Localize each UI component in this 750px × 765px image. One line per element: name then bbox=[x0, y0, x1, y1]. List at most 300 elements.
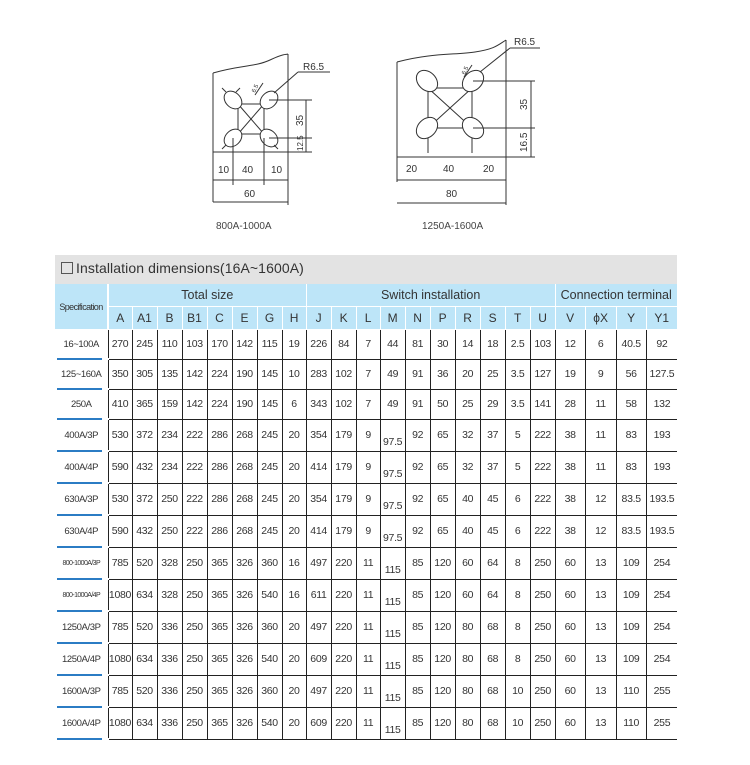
value-cell: 68 bbox=[480, 707, 505, 739]
value-cell: 29 bbox=[480, 389, 505, 419]
value-cell: 80 bbox=[455, 707, 480, 739]
column-header: L bbox=[356, 307, 380, 330]
value-cell: 250 bbox=[182, 707, 207, 739]
value-cell: 268 bbox=[232, 483, 257, 515]
value-cell: 410 bbox=[108, 389, 132, 419]
value-cell: 60 bbox=[555, 643, 585, 675]
value-cell: 354 bbox=[306, 419, 331, 451]
value-cell: 20 bbox=[282, 515, 306, 547]
column-header-row bbox=[55, 307, 677, 330]
value-cell: 80 bbox=[455, 611, 480, 643]
column-header: K bbox=[331, 307, 356, 330]
value-cell: 132 bbox=[646, 389, 677, 419]
value-cell: 64 bbox=[480, 547, 505, 579]
value-cell: 365 bbox=[207, 675, 232, 707]
value-cell: 336 bbox=[157, 643, 182, 675]
dim-vertical-1: 35 bbox=[295, 114, 306, 126]
value-cell: 37 bbox=[480, 451, 505, 483]
value-cell: 14 bbox=[455, 330, 480, 360]
value-cell: 127 bbox=[530, 359, 555, 389]
value-cell: 360 bbox=[257, 611, 282, 643]
value-cell: 120 bbox=[430, 675, 455, 707]
value-cell: 255 bbox=[646, 675, 677, 707]
value-cell: 92 bbox=[405, 451, 430, 483]
value-cell: 9 bbox=[356, 451, 380, 483]
value-cell: 245 bbox=[257, 451, 282, 483]
value-cell: 224 bbox=[207, 359, 232, 389]
value-cell: 250 bbox=[530, 547, 555, 579]
value-cell: 120 bbox=[430, 643, 455, 675]
value-cell: 85 bbox=[405, 643, 430, 675]
value-cell: 6 bbox=[282, 389, 306, 419]
value-cell: 30 bbox=[430, 330, 455, 360]
value-cell: 103 bbox=[182, 330, 207, 360]
value-cell: 92 bbox=[646, 330, 677, 360]
column-header: U bbox=[530, 307, 555, 330]
value-cell: 110 bbox=[157, 330, 182, 360]
value-cell: 20 bbox=[282, 707, 306, 739]
value-cell: 286 bbox=[207, 483, 232, 515]
value-cell: 372 bbox=[132, 483, 157, 515]
table-row bbox=[55, 547, 677, 579]
table-row bbox=[55, 419, 677, 451]
value-cell: 110 bbox=[616, 675, 646, 707]
table-row bbox=[55, 611, 677, 643]
value-cell: 540 bbox=[257, 707, 282, 739]
value-cell: 365 bbox=[207, 579, 232, 611]
value-cell: 28 bbox=[555, 389, 585, 419]
drawing-caption-800a-1000a: 800A-1000A bbox=[216, 221, 272, 232]
value-cell: 120 bbox=[430, 547, 455, 579]
value-cell: 64 bbox=[480, 579, 505, 611]
column-header: R bbox=[455, 307, 480, 330]
value-cell: 222 bbox=[182, 451, 207, 483]
spec-cell: 630A/3P bbox=[55, 483, 108, 515]
value-cell: 3.5 bbox=[505, 389, 530, 419]
value-cell: 13 bbox=[585, 579, 616, 611]
value-cell: 414 bbox=[306, 515, 331, 547]
value-cell: 49 bbox=[380, 389, 405, 419]
value-cell: 286 bbox=[207, 515, 232, 547]
value-cell: 16 bbox=[282, 547, 306, 579]
column-header: B bbox=[157, 307, 182, 330]
value-cell: 11 bbox=[585, 389, 616, 419]
dim-vertical-2: 12.5 bbox=[296, 135, 305, 151]
value-cell: 110 bbox=[616, 707, 646, 739]
value-cell: 9 bbox=[356, 515, 380, 547]
value-cell: 115 bbox=[380, 643, 405, 675]
value-cell: 365 bbox=[207, 547, 232, 579]
value-cell: 254 bbox=[646, 611, 677, 643]
value-cell: 109 bbox=[616, 643, 646, 675]
value-cell: 245 bbox=[257, 515, 282, 547]
table-row bbox=[55, 330, 677, 360]
value-cell: 540 bbox=[257, 643, 282, 675]
value-cell: 120 bbox=[430, 579, 455, 611]
value-cell: 350 bbox=[108, 359, 132, 389]
value-cell: 254 bbox=[646, 547, 677, 579]
value-cell: 222 bbox=[182, 419, 207, 451]
value-cell: 8 bbox=[505, 579, 530, 611]
value-cell: 222 bbox=[530, 515, 555, 547]
value-cell: 68 bbox=[480, 675, 505, 707]
value-cell: 60 bbox=[455, 547, 480, 579]
value-cell: 179 bbox=[331, 451, 356, 483]
value-cell: 432 bbox=[132, 515, 157, 547]
value-cell: 170 bbox=[207, 330, 232, 360]
column-header: Y bbox=[616, 307, 646, 330]
value-cell: 13 bbox=[585, 547, 616, 579]
column-header: J bbox=[306, 307, 331, 330]
value-cell: 60 bbox=[555, 611, 585, 643]
value-cell: 9 bbox=[356, 419, 380, 451]
value-cell: 590 bbox=[108, 451, 132, 483]
value-cell: 142 bbox=[182, 359, 207, 389]
table-row bbox=[55, 643, 677, 675]
value-cell: 360 bbox=[257, 547, 282, 579]
value-cell: 179 bbox=[331, 483, 356, 515]
value-cell: 268 bbox=[232, 419, 257, 451]
value-cell: 365 bbox=[132, 389, 157, 419]
value-cell: 40 bbox=[455, 483, 480, 515]
value-cell: 68 bbox=[480, 643, 505, 675]
table-row bbox=[55, 707, 677, 739]
value-cell: 38 bbox=[555, 515, 585, 547]
checkbox-square-icon bbox=[61, 262, 73, 274]
value-cell: 142 bbox=[232, 330, 257, 360]
value-cell: 83 bbox=[616, 451, 646, 483]
value-cell: 222 bbox=[182, 515, 207, 547]
value-cell: 102 bbox=[331, 389, 356, 419]
value-cell: 2.5 bbox=[505, 330, 530, 360]
value-cell: 36 bbox=[430, 359, 455, 389]
value-cell: 32 bbox=[455, 451, 480, 483]
value-cell: 234 bbox=[157, 419, 182, 451]
value-cell: 372 bbox=[132, 419, 157, 451]
value-cell: 250 bbox=[530, 643, 555, 675]
value-cell: 92 bbox=[405, 515, 430, 547]
value-cell: 37 bbox=[480, 419, 505, 451]
value-cell: 254 bbox=[646, 643, 677, 675]
value-cell: 286 bbox=[207, 451, 232, 483]
spec-header: Specification bbox=[55, 284, 108, 330]
value-cell: 326 bbox=[232, 675, 257, 707]
value-cell: 45 bbox=[480, 483, 505, 515]
value-cell: 13 bbox=[585, 643, 616, 675]
value-cell: 250 bbox=[182, 675, 207, 707]
value-cell: 68 bbox=[480, 611, 505, 643]
value-cell: 60 bbox=[555, 675, 585, 707]
value-cell: 145 bbox=[257, 389, 282, 419]
value-cell: 145 bbox=[257, 359, 282, 389]
table-row bbox=[55, 483, 677, 515]
value-cell: 38 bbox=[555, 451, 585, 483]
value-cell: 18 bbox=[480, 330, 505, 360]
dim-center: 40 bbox=[242, 165, 254, 176]
drawing-800a-1000a bbox=[200, 30, 340, 210]
value-cell: 40 bbox=[455, 515, 480, 547]
column-header: H bbox=[282, 307, 306, 330]
column-header: V bbox=[555, 307, 585, 330]
value-cell: 432 bbox=[132, 451, 157, 483]
column-header: ϕX bbox=[585, 307, 616, 330]
value-cell: 250 bbox=[182, 579, 207, 611]
value-cell: 250 bbox=[530, 675, 555, 707]
value-cell: 179 bbox=[331, 419, 356, 451]
column-header: S bbox=[480, 307, 505, 330]
value-cell: 9 bbox=[585, 359, 616, 389]
value-cell: 226 bbox=[306, 330, 331, 360]
value-cell: 6 bbox=[585, 330, 616, 360]
value-cell: 360 bbox=[257, 675, 282, 707]
value-cell: 115 bbox=[380, 707, 405, 739]
value-cell: 56 bbox=[616, 359, 646, 389]
value-cell: 135 bbox=[157, 359, 182, 389]
table-row bbox=[55, 515, 677, 547]
value-cell: 103 bbox=[530, 330, 555, 360]
value-cell: 16 bbox=[282, 579, 306, 611]
value-cell: 1080 bbox=[108, 707, 132, 739]
value-cell: 785 bbox=[108, 675, 132, 707]
dim-right: 10 bbox=[271, 165, 283, 176]
value-cell: 81 bbox=[405, 330, 430, 360]
value-cell: 49 bbox=[380, 359, 405, 389]
value-cell: 520 bbox=[132, 675, 157, 707]
value-cell: 85 bbox=[405, 579, 430, 611]
value-cell: 193.5 bbox=[646, 515, 677, 547]
drawing-caption-1250a-1600a: 1250A-1600A bbox=[422, 221, 484, 232]
value-cell: 10 bbox=[505, 707, 530, 739]
value-cell: 8 bbox=[505, 643, 530, 675]
value-cell: 65 bbox=[430, 451, 455, 483]
value-cell: 5 bbox=[505, 419, 530, 451]
value-cell: 270 bbox=[108, 330, 132, 360]
column-header: P bbox=[430, 307, 455, 330]
value-cell: 6 bbox=[505, 515, 530, 547]
value-cell: 91 bbox=[405, 359, 430, 389]
table-row bbox=[55, 389, 677, 419]
value-cell: 220 bbox=[331, 547, 356, 579]
value-cell: 520 bbox=[132, 547, 157, 579]
value-cell: 328 bbox=[157, 579, 182, 611]
slot-width: 6.5 bbox=[251, 83, 261, 94]
value-cell: 60 bbox=[555, 547, 585, 579]
value-cell: 1080 bbox=[108, 579, 132, 611]
value-cell: 84 bbox=[331, 330, 356, 360]
value-cell: 268 bbox=[232, 515, 257, 547]
dim-total: 60 bbox=[244, 189, 256, 200]
value-cell: 20 bbox=[282, 451, 306, 483]
value-cell: 250 bbox=[157, 483, 182, 515]
value-cell: 85 bbox=[405, 675, 430, 707]
value-cell: 234 bbox=[157, 451, 182, 483]
value-cell: 365 bbox=[207, 611, 232, 643]
value-cell: 20 bbox=[282, 483, 306, 515]
spec-cell: 250A bbox=[55, 389, 108, 419]
value-cell: 250 bbox=[157, 515, 182, 547]
value-cell: 159 bbox=[157, 389, 182, 419]
value-cell: 141 bbox=[530, 389, 555, 419]
value-cell: 245 bbox=[257, 483, 282, 515]
value-cell: 497 bbox=[306, 611, 331, 643]
value-cell: 326 bbox=[232, 707, 257, 739]
value-cell: 32 bbox=[455, 419, 480, 451]
value-cell: 60 bbox=[555, 707, 585, 739]
value-cell: 224 bbox=[207, 389, 232, 419]
value-cell: 80 bbox=[455, 643, 480, 675]
terminal-hole-pattern-diagram bbox=[200, 30, 340, 210]
value-cell: 11 bbox=[356, 547, 380, 579]
spec-cell: 1600A/3P bbox=[55, 675, 108, 707]
value-cell: 190 bbox=[232, 389, 257, 419]
column-header: C bbox=[207, 307, 232, 330]
dim-left: 20 bbox=[406, 164, 418, 175]
value-cell: 222 bbox=[530, 451, 555, 483]
value-cell: 254 bbox=[646, 579, 677, 611]
value-cell: 92 bbox=[405, 419, 430, 451]
value-cell: 44 bbox=[380, 330, 405, 360]
value-cell: 13 bbox=[585, 707, 616, 739]
value-cell: 634 bbox=[132, 643, 157, 675]
value-cell: 634 bbox=[132, 707, 157, 739]
value-cell: 255 bbox=[646, 707, 677, 739]
value-cell: 109 bbox=[616, 579, 646, 611]
value-cell: 83.5 bbox=[616, 483, 646, 515]
value-cell: 1080 bbox=[108, 643, 132, 675]
value-cell: 20 bbox=[282, 611, 306, 643]
value-cell: 20 bbox=[282, 675, 306, 707]
value-cell: 220 bbox=[331, 579, 356, 611]
column-header: G bbox=[257, 307, 282, 330]
value-cell: 38 bbox=[555, 419, 585, 451]
dim-vertical-2: 16.5 bbox=[519, 132, 530, 152]
value-cell: 283 bbox=[306, 359, 331, 389]
value-cell: 190 bbox=[232, 359, 257, 389]
value-cell: 11 bbox=[356, 707, 380, 739]
value-cell: 7 bbox=[356, 330, 380, 360]
value-cell: 10 bbox=[505, 675, 530, 707]
radius-label: R6.5 bbox=[303, 62, 325, 73]
value-cell: 222 bbox=[182, 483, 207, 515]
value-cell: 102 bbox=[331, 359, 356, 389]
value-cell: 13 bbox=[585, 611, 616, 643]
group-header-total-size: Total size bbox=[108, 284, 306, 307]
value-cell: 25 bbox=[480, 359, 505, 389]
value-cell: 9 bbox=[356, 483, 380, 515]
value-cell: 520 bbox=[132, 611, 157, 643]
value-cell: 250 bbox=[530, 611, 555, 643]
spec-cell: 400A/3P bbox=[55, 419, 108, 451]
value-cell: 8 bbox=[505, 611, 530, 643]
value-cell: 354 bbox=[306, 483, 331, 515]
value-cell: 611 bbox=[306, 579, 331, 611]
spec-cell: 400A/4P bbox=[55, 451, 108, 483]
value-cell: 80 bbox=[455, 675, 480, 707]
dim-total: 80 bbox=[446, 189, 458, 200]
value-cell: 220 bbox=[331, 611, 356, 643]
value-cell: 8 bbox=[505, 547, 530, 579]
spec-cell: 16~100A bbox=[55, 330, 108, 360]
value-cell: 127.5 bbox=[646, 359, 677, 389]
spec-cell: 125~160A bbox=[55, 359, 108, 389]
value-cell: 12 bbox=[555, 330, 585, 360]
group-header-switch-installation: Switch installation bbox=[306, 284, 555, 307]
value-cell: 40.5 bbox=[616, 330, 646, 360]
value-cell: 115 bbox=[380, 611, 405, 643]
value-cell: 109 bbox=[616, 611, 646, 643]
column-header: Y1 bbox=[646, 307, 677, 330]
value-cell: 13 bbox=[585, 675, 616, 707]
value-cell: 25 bbox=[455, 389, 480, 419]
value-cell: 193 bbox=[646, 419, 677, 451]
section-title bbox=[61, 260, 304, 276]
value-cell: 120 bbox=[430, 611, 455, 643]
value-cell: 222 bbox=[530, 483, 555, 515]
dim-right: 20 bbox=[483, 164, 495, 175]
table-row bbox=[55, 579, 677, 611]
dim-left: 10 bbox=[218, 165, 230, 176]
table-row bbox=[55, 359, 677, 389]
value-cell: 120 bbox=[430, 707, 455, 739]
group-header-connection-terminal: Connection terminal bbox=[555, 284, 677, 307]
terminal-hole-pattern-diagram bbox=[380, 25, 560, 210]
spec-cell: 630A/4P bbox=[55, 515, 108, 547]
value-cell: 222 bbox=[530, 419, 555, 451]
value-cell: 530 bbox=[108, 419, 132, 451]
value-cell: 60 bbox=[555, 579, 585, 611]
value-cell: 11 bbox=[356, 579, 380, 611]
value-cell: 220 bbox=[331, 643, 356, 675]
value-cell: 97.5 bbox=[380, 451, 405, 483]
installation-dimensions-table bbox=[55, 284, 678, 740]
value-cell: 20 bbox=[282, 419, 306, 451]
spec-cell: 1250A/4P bbox=[55, 643, 108, 675]
value-cell: 328 bbox=[157, 547, 182, 579]
value-cell: 11 bbox=[356, 643, 380, 675]
value-cell: 65 bbox=[430, 419, 455, 451]
value-cell: 336 bbox=[157, 707, 182, 739]
value-cell: 91 bbox=[405, 389, 430, 419]
value-cell: 20 bbox=[282, 643, 306, 675]
value-cell: 97.5 bbox=[380, 515, 405, 547]
value-cell: 85 bbox=[405, 611, 430, 643]
column-header: B1 bbox=[182, 307, 207, 330]
value-cell: 11 bbox=[356, 675, 380, 707]
value-cell: 12 bbox=[585, 483, 616, 515]
value-cell: 11 bbox=[585, 419, 616, 451]
value-cell: 58 bbox=[616, 389, 646, 419]
value-cell: 305 bbox=[132, 359, 157, 389]
column-header: A bbox=[108, 307, 132, 330]
column-header: M bbox=[380, 307, 405, 330]
value-cell: 250 bbox=[182, 643, 207, 675]
value-cell: 336 bbox=[157, 675, 182, 707]
value-cell: 45 bbox=[480, 515, 505, 547]
value-cell: 83 bbox=[616, 419, 646, 451]
value-cell: 785 bbox=[108, 611, 132, 643]
value-cell: 179 bbox=[331, 515, 356, 547]
value-cell: 19 bbox=[282, 330, 306, 360]
value-cell: 83.5 bbox=[616, 515, 646, 547]
value-cell: 365 bbox=[207, 643, 232, 675]
spec-cell: 1600A/4P bbox=[55, 707, 108, 739]
value-cell: 634 bbox=[132, 579, 157, 611]
value-cell: 250 bbox=[530, 707, 555, 739]
value-cell: 497 bbox=[306, 547, 331, 579]
value-cell: 286 bbox=[207, 419, 232, 451]
value-cell: 38 bbox=[555, 483, 585, 515]
value-cell: 12 bbox=[585, 515, 616, 547]
